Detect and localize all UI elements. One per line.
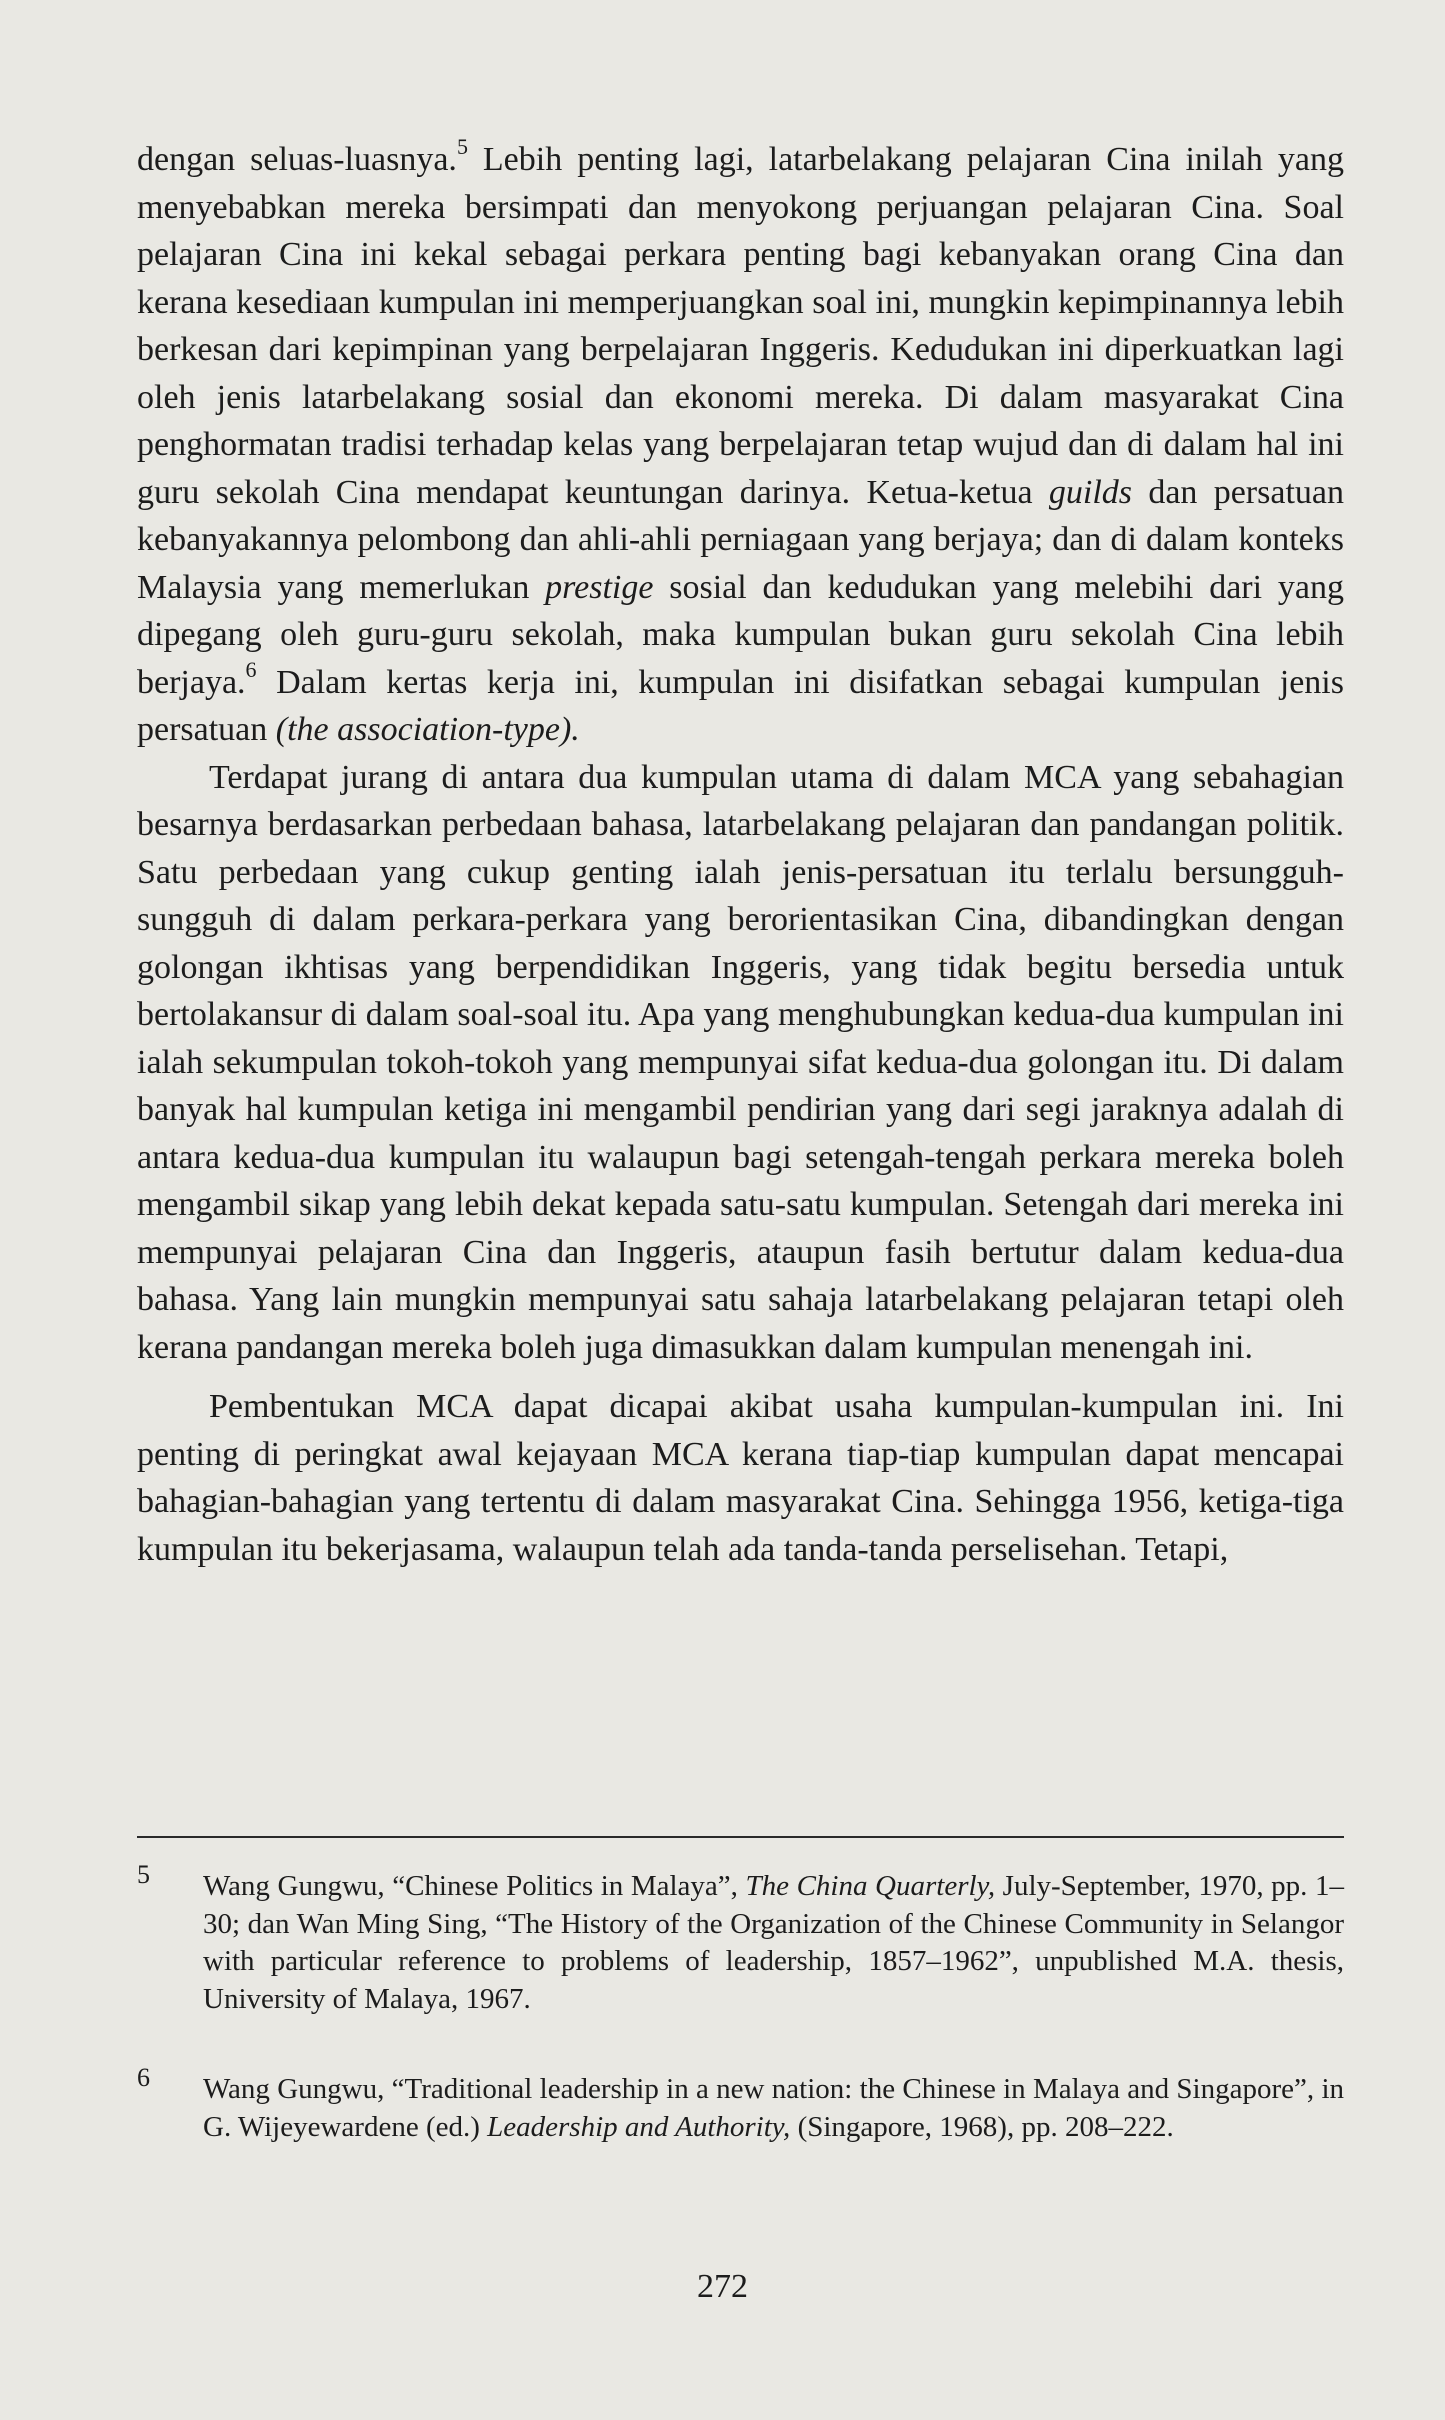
paragraph-1-text-d: sosial dan kedudukan yang melebihi dari yang dipegang oleh guru-guru sekolah, maka kumpulan bukan guru sekolah Cina lebih berjaya. <box>137 568 1344 701</box>
footnote-6-book: Leadership and Authority, <box>487 2110 791 2143</box>
footnote-divider <box>137 1836 1344 1838</box>
footnote-5-number: 5 <box>137 1860 150 1889</box>
footnote-5-text-a: Wang Gungwu, “Chinese Politics in Malaya”, <box>203 1870 746 1902</box>
page-number: 272 <box>697 2268 748 2305</box>
footnote-5 <box>137 1860 1344 2018</box>
italic-prestige: prestige <box>545 568 654 606</box>
footnote-6-text <box>203 2071 1344 2146</box>
paragraph-1-text-e: Dalam kertas kerja ini, kumpulan ini disifatkan sebagai kumpulan jenis persatuan <box>137 663 1344 748</box>
paragraph-1 <box>137 136 1344 754</box>
footnote-ref-6: 6 <box>245 656 257 682</box>
footnote-5-text-b: July-September, 1970, pp. 1–30; dan Wan Ming Sing, “The History of the Organization of the Chinese Community in Selangor with particular reference to problems of leadership, 1857–1962”, unpublished M.A. thesis, University of Malaya, 1967. <box>203 1870 1344 2015</box>
footnote-6 <box>137 2063 1344 2146</box>
italic-association-type: (the association-type). <box>275 711 580 748</box>
paragraph-1-text-c: dan persatuan kebanyakannya pelombong dan ahli-ahli perniagaan yang berjaya; dan di dalam konteks Malaysia yang memerlukan <box>137 473 1344 606</box>
footnote-5-text <box>203 1868 1344 2018</box>
body-text <box>137 136 1344 1573</box>
footnote-6-text-a: Wang Gungwu, “Traditional leadership in a new nation: the Chinese in Malaya and Singapore”, in G. Wijeyewardene (ed.) <box>203 2073 1344 2143</box>
paragraph-1-text-a: dengan seluas-luasnya. <box>137 141 457 178</box>
footnote-6-text-b: (Singapore, 1968), pp. 208–222. <box>790 2110 1174 2143</box>
footnote-ref-5: 5 <box>456 134 468 159</box>
footnote-6-number: 6 <box>137 2063 150 2092</box>
paragraph-2: Terdapat jurang di antara dua kumpulan utama di dalam MCA yang sebahagian besarnya berdasarkan perbedaan bahasa, latarbelakang pelajaran dan pandangan politik. Satu perbedaan yang cukup genting ialah jenis-persatuan itu terlalu bersungguh-sungguh di dalam perkara-perkara yang berorientasikan Cina, dibandingkan dengan golongan ikhtisas yang berpendidikan Inggeris, yang tidak begitu bersedia untuk bertolakansur di dalam soal-soal itu. Apa yang menghubungkan kedua-dua kumpulan ini ialah sekumpulan tokoh-tokoh yang mempunyai sifat kedua-dua golongan itu. Di dalam banyak hal kumpulan ketiga ini mengambil pendirian yang dari segi jaraknya adalah di antara kedua-dua kumpulan itu walaupun bagi setengah-tengah perkara mereka boleh mengambil sikap yang lebih dekat kepada satu-satu kumpulan. Setengah dari mereka ini mempunyai pelajaran Cina dan Inggeris, ataupun fasih bertutur dalam kedua-dua bahasa. Yang lain mungkin mempunyai satu sahaja latarbelakang pelajaran tetapi oleh kerana pandangan mereka boleh juga dimasukkan dalam kumpulan menengah ini. <box>137 758 1344 1366</box>
paragraph-3: Pembentukan MCA dapat dicapai akibat usaha kumpulan-kumpulan ini. Ini penting di peringkat awal kejayaan MCA kerana tiap-tiap kumpulan dapat mencapai bahagian-bahagian yang tertentu di dalam masyarakat Cina. Sehingga 1956, ketiga-tiga kumpulan itu bekerjasama, walaupun telah ada tanda-tanda perselisehan. Tetapi, <box>137 1388 1344 1568</box>
italic-guilds: guilds <box>1048 473 1133 511</box>
footnote-5-journal: The China Quarterly, <box>745 1870 996 1902</box>
paragraph-1-text-b: Lebih penting lagi, latarbelakang pelajaran Cina inilah yang menyebabkan mereka bersimpati dan menyokong perjuangan pelajaran Cina. Soal pelajaran Cina ini kekal sebagai perkara penting bagi kebanyakan orang Cina dan kerana kesediaan kumpulan ini memperjuangkan soal ini, mungkin kepimpinannya lebih berkesan dari kepimpinan yang berpelajaran Inggeris. Kedudukan ini diperkuatkan lagi oleh jenis latarbelakang sosial dan ekonomi mereka. Di dalam masyarakat Cina penghormatan tradisi terhadap kelas yang berpelajaran tetap wujud dan di dalam hal ini guru sekolah Cina mendapat keuntungan darinya. Ketua-ketua <box>137 141 1344 511</box>
